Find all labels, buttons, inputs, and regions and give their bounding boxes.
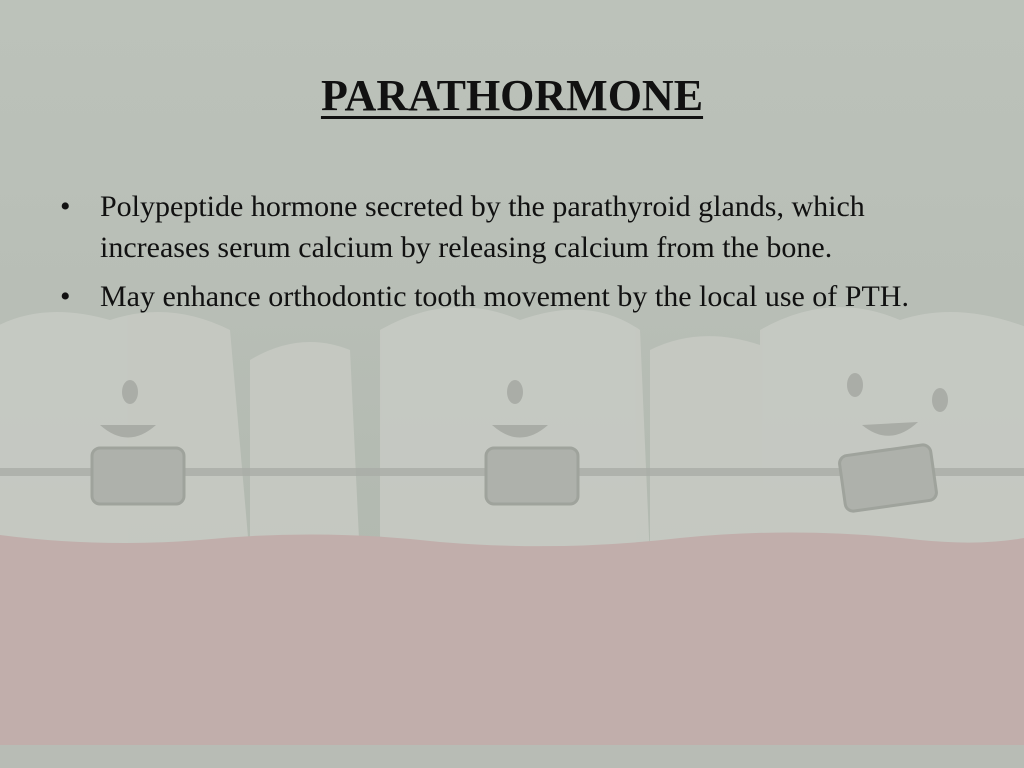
bullet-item (60, 186, 960, 268)
bracket-shape (839, 444, 938, 512)
bullet-list (60, 186, 960, 325)
bullet-dot: • (60, 190, 71, 223)
slide-title-text: PARATHORMONE (320, 71, 704, 120)
bottom-strip (0, 745, 1024, 768)
eye-shape (932, 388, 948, 412)
bullet-text: May enhance orthodontic tooth movement by the local use of PTH. (100, 280, 909, 313)
eye-shape (847, 373, 863, 397)
eye-shape (507, 380, 523, 404)
bullet-text: Polypeptide hormone secreted by the parathyroid glands, which increases serum calcium by releasing calcium from the bone. (100, 190, 865, 264)
bullet-item (60, 276, 960, 317)
tooth-shape (650, 336, 760, 560)
bracket-shape (486, 448, 578, 504)
eye-shape (122, 380, 138, 404)
gum-band (0, 532, 1024, 745)
tooth-shape (250, 342, 360, 560)
bracket-shape (92, 448, 184, 504)
slide-title (0, 70, 1024, 121)
bullet-dot: • (60, 280, 71, 313)
